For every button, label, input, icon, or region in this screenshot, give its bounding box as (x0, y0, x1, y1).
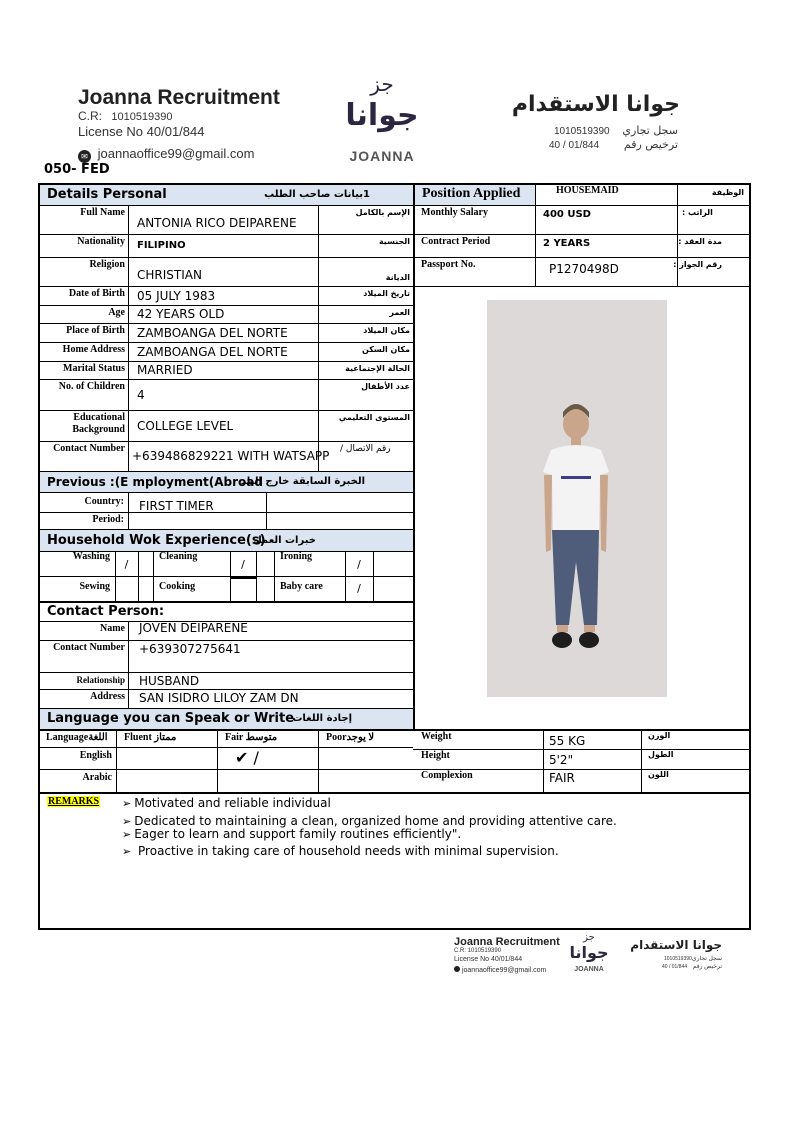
divider (40, 601, 413, 603)
divider (40, 576, 413, 577)
divider (641, 730, 642, 792)
personal-label: Religion (89, 259, 125, 270)
period-label: Period: (92, 514, 124, 525)
divider (318, 342, 319, 361)
remark-item (122, 844, 559, 859)
household-label: Baby care (280, 581, 323, 592)
footer-cr-label: C.R: (454, 948, 466, 954)
country-label: Country: (84, 496, 124, 507)
physical-label-ar: الطول (648, 750, 674, 759)
personal-label-ar: المستوى التعليمي (338, 413, 410, 422)
contact-value: +639307275641 (139, 642, 241, 656)
remarks-label: REMARKS (48, 796, 100, 807)
divider (115, 576, 116, 601)
check-mark: / (357, 582, 361, 595)
divider (128, 621, 129, 640)
personal-label-ar: تاريخ الميلاد (363, 289, 410, 298)
divider (128, 672, 129, 689)
divider (40, 323, 413, 324)
arabic-company-name: جوانا الاستقدام (511, 92, 680, 117)
language-header: Fair متوسط (225, 732, 278, 743)
household-section-title-ar: خبرات العمل (253, 535, 316, 546)
divider (40, 410, 413, 411)
divider (318, 205, 319, 234)
personal-section-title-ar: 1بيانات صاحب الطلب (264, 189, 370, 200)
divider (230, 552, 231, 576)
position-title: Position Applied (422, 186, 521, 201)
physical-label-ar: الوزن (648, 731, 671, 740)
physical-label: Complexion (421, 770, 473, 781)
personal-label: Contact Number (53, 443, 125, 454)
divider (40, 512, 413, 513)
household-item-sewing (40, 576, 115, 601)
household-label: Sewing (79, 581, 110, 592)
position-label: Contract Period (421, 236, 491, 247)
personal-value: 05 JULY 1983 (137, 289, 216, 303)
divider (40, 640, 413, 641)
language-header: Languageاللغة (46, 732, 108, 743)
arabic-license-number: 40 / 01/844 (549, 140, 600, 151)
language-section-title: Language you can Speak or Write (47, 711, 295, 726)
personal-value: ZAMBOANGA DEL NORTE (137, 326, 288, 340)
divider (40, 729, 751, 731)
language-name: English (79, 750, 112, 761)
divider (413, 205, 751, 206)
contact-label: Relationship (76, 675, 125, 685)
company-name: Joanna Recruitment (78, 86, 280, 109)
personal-value: +639486829221 WITH WATSAPP (132, 449, 330, 463)
physical-label: Height (421, 750, 450, 761)
header (0, 0, 794, 180)
divider (128, 640, 129, 672)
household-item-cleaning (153, 552, 230, 576)
footer-arabic-company: جوانا الاستقدام (630, 938, 722, 952)
footer-logo-mark: جز (583, 932, 595, 943)
divider (40, 441, 413, 442)
footer-logo (564, 932, 614, 978)
contact-label: Name (100, 623, 125, 634)
household-item-baby-care (274, 576, 345, 601)
check-mark: / (124, 558, 129, 571)
physical-value: 5'2" (549, 753, 574, 767)
divider (128, 441, 129, 471)
personal-label-ar: / رقم الاتصال (340, 444, 391, 454)
divider (318, 286, 319, 305)
personal-label-ar: مكان السكن (362, 345, 410, 354)
bullet-arrow-icon: ➢ (122, 845, 132, 858)
footer-email-row (454, 966, 546, 974)
household-item-cooking (153, 576, 230, 601)
divider (413, 286, 751, 287)
footer-arabic-license-label: ترخيص رقم (692, 964, 722, 970)
footer-arabic-license-number: 40 / 01/844 (662, 964, 688, 970)
divider (345, 552, 346, 576)
personal-value: ANTONIA RICO DEIPARENE (137, 216, 297, 230)
household-checkbox[interactable] (115, 552, 138, 576)
footer-arabic-cr-number: 1010519390 (664, 956, 692, 962)
physical-label: Weight (421, 731, 452, 742)
household-item-ironing (274, 552, 345, 576)
divider (256, 552, 257, 576)
email-row (78, 146, 254, 163)
divider (128, 234, 129, 257)
divider (115, 552, 116, 576)
personal-label-ar: الديانة (385, 273, 410, 282)
personal-value: ZAMBOANGA DEL NORTE (137, 345, 288, 359)
household-checkbox[interactable] (345, 576, 373, 601)
household-checkbox[interactable] (115, 576, 138, 601)
personal-value: 42 YEARS OLD (137, 307, 225, 321)
position-label-ar: الراتب : (682, 208, 713, 217)
bullet-arrow-icon: ➢ (122, 815, 132, 828)
personal-value: 4 (137, 388, 145, 402)
household-label: Cleaning (159, 551, 198, 562)
personal-label: Place of Birth (66, 325, 125, 336)
divider (373, 552, 374, 576)
divider (413, 234, 751, 235)
divider (345, 576, 346, 601)
remark-text: Proactive in taking care of household needs with minimal supervision. (134, 844, 559, 858)
bullet-arrow-icon: ➢ (122, 797, 132, 810)
household-section-title: Household Wok Experience(s) (47, 533, 266, 548)
country-value: FIRST TIMER (139, 499, 214, 513)
personal-value: MARRIED (137, 363, 193, 377)
company-logo (336, 72, 428, 166)
household-label: Cooking (159, 581, 196, 592)
position-value: P1270498D (549, 262, 619, 276)
divider (40, 361, 413, 362)
divider (373, 576, 374, 601)
divider (40, 379, 413, 380)
divider (318, 257, 319, 286)
contact-label: Address (90, 691, 125, 702)
remark-item (122, 827, 461, 842)
divider (40, 792, 751, 794)
divider (128, 205, 129, 234)
divider (128, 323, 129, 342)
contact-value: JOVEN DEIPARENE (139, 621, 248, 635)
household-checkbox[interactable] (345, 552, 373, 576)
personal-label: No. of Children (58, 381, 125, 392)
divider (318, 730, 319, 792)
footer-logo-arabic: جوانا (569, 943, 609, 962)
divider (413, 184, 415, 730)
previous-section-title: Previous :(E mployment(Abroad (47, 475, 263, 489)
divider (40, 342, 413, 343)
language-name: Arabic (82, 772, 112, 783)
bullet-arrow-icon: ➢ (122, 828, 132, 841)
check-mark: / (357, 558, 361, 571)
position-label-ar: مدة العقد : (678, 237, 722, 246)
personal-label-ar: الجنسية (378, 237, 410, 246)
personal-label-ar: الحالة الإجتماعية (345, 364, 410, 373)
footer-arabic-cr-label: سجل تجاري (691, 956, 722, 962)
divider (230, 576, 231, 601)
divider (318, 305, 319, 323)
logo-mark: جز (370, 72, 394, 96)
arabic-cr-label: سجل تجاري (622, 124, 678, 137)
language-header: Fluent ممتاز (124, 732, 177, 743)
divider (128, 410, 129, 441)
remark-text: Motivated and reliable individual (134, 796, 331, 810)
personal-section-title: Details Personal (47, 187, 167, 202)
divider (128, 257, 129, 286)
reference-code: 050- FED (44, 162, 110, 177)
personal-value: COLLEGE LEVEL (137, 419, 234, 433)
position-value: 2 YEARS (543, 238, 591, 249)
personal-label: Full Name (80, 207, 125, 218)
footer-email-icon (454, 966, 460, 972)
license-number: License No 40/01/844 (78, 124, 205, 139)
position-value: 400 USD (543, 209, 591, 220)
divider (128, 342, 129, 361)
household-label: Ironing (280, 551, 313, 562)
logo-text: JOANNA (349, 148, 415, 164)
footer-email: joannaoffice99@gmail.com (461, 967, 547, 974)
divider (677, 184, 678, 286)
arabic-license-label: ترخيص رقم (623, 138, 678, 151)
divider (413, 257, 751, 258)
divider (40, 234, 413, 235)
divider (138, 552, 139, 576)
position-title-ar: الوظيفة (711, 188, 744, 197)
contact-value: HUSBAND (139, 674, 200, 688)
divider (318, 323, 319, 342)
divider (535, 184, 536, 286)
divider (40, 305, 413, 306)
divider (413, 749, 751, 750)
personal-label: Home Address (62, 344, 125, 355)
divider (128, 379, 129, 410)
physical-label-ar: اللون (648, 770, 669, 779)
check-mark: / (241, 558, 245, 571)
language-fair[interactable]: ✔ / (235, 748, 259, 767)
footer-license: License No 40/01/844 (454, 956, 523, 963)
divider (318, 410, 319, 441)
physical-value: FAIR (549, 771, 575, 785)
household-item-washing (40, 552, 115, 576)
personal-label: Marital Status (63, 363, 125, 374)
previous-section-title-ar: الخبرة السابقة خارج البلد (240, 476, 365, 487)
household-label: Washing (72, 551, 110, 562)
divider (318, 234, 319, 257)
divider (128, 689, 129, 708)
divider (40, 286, 413, 287)
arabic-cr-number: 1010519390 (554, 126, 610, 137)
personal-label-ar: العمر (389, 308, 410, 317)
divider (40, 672, 413, 673)
remark-text: Dedicated to maintaining a clean, organized home and providing attentive care. (134, 814, 617, 828)
personal-label: Date of Birth (68, 288, 125, 299)
divider (40, 747, 413, 748)
footer-cr-line (454, 948, 501, 954)
language-section-title-ar: إجادة اللغات (292, 713, 352, 724)
person-figure (487, 300, 667, 697)
contact-person-title: Contact Person: (47, 604, 165, 619)
footer-logo-text: JOANNA (574, 966, 604, 973)
remark-item (122, 796, 331, 811)
divider (40, 689, 413, 690)
household-checkbox[interactable] (230, 576, 256, 601)
divider (40, 257, 413, 258)
divider (318, 361, 319, 379)
divider (116, 730, 117, 792)
personal-label-ar: عدد الأطفال (361, 382, 410, 391)
divider (256, 576, 257, 601)
position-value: HOUSEMAID (556, 185, 619, 196)
remark-text: Eager to learn and support family routines efficiently". (134, 827, 462, 841)
email-icon: ✉ (78, 150, 91, 163)
cr-label: C.R: (78, 109, 102, 123)
footer-company-name: Joanna Recruitment (454, 936, 560, 948)
personal-label: Educational Background (72, 412, 125, 435)
logo-arabic: جوانا (345, 98, 419, 133)
personal-label-ar: مكان الميلاد (363, 326, 410, 335)
physical-value: 55 KG (549, 734, 586, 748)
language-header: Poorلا يوجد (326, 732, 375, 743)
divider (217, 730, 218, 792)
position-label-ar: رقم الجواز : (673, 260, 722, 269)
email-address: joannaoffice99@gmail.com (97, 146, 255, 161)
divider (40, 769, 413, 770)
divider (128, 493, 129, 529)
contact-label: Contact Number (53, 642, 125, 653)
cr-number: 1010519390 (111, 111, 173, 123)
personal-label-ar: الإسم بالكامل (355, 208, 410, 217)
divider (128, 286, 129, 305)
applicant-photo (487, 300, 667, 697)
divider (318, 379, 319, 410)
personal-label: Age (108, 307, 125, 318)
footer (440, 932, 740, 982)
personal-value: FILIPINO (137, 240, 186, 251)
cr-line (78, 109, 173, 123)
contact-value: SAN ISIDRO LILOY ZAM DN (139, 691, 299, 705)
household-checkbox[interactable] (230, 552, 256, 576)
divider (138, 576, 139, 601)
divider (128, 305, 129, 323)
footer-cr-number: 1010519390 (467, 948, 502, 954)
position-label: Monthly Salary (421, 207, 488, 218)
personal-value: CHRISTIAN (137, 268, 202, 282)
position-label: Passport No. (421, 259, 476, 270)
divider (266, 493, 267, 529)
divider (543, 730, 544, 792)
personal-label: Nationality (77, 236, 125, 247)
divider (128, 361, 129, 379)
